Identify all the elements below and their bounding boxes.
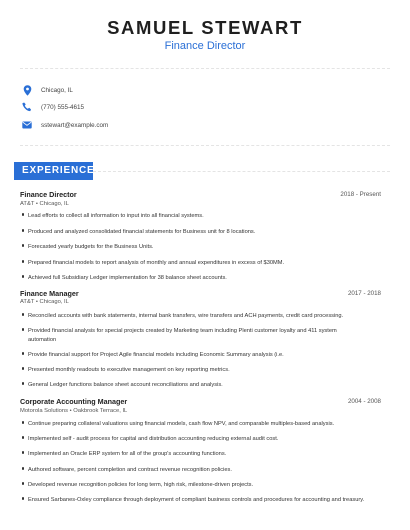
job-title: Finance Manager: [20, 289, 79, 298]
job-dates: 2018 - Present: [340, 191, 381, 198]
contact-email[interactable]: [20, 118, 108, 132]
job-bullet: Lead efforts to collect all information to input into all financial systems.: [20, 212, 365, 221]
section-divider: [93, 171, 390, 172]
job-company: AT&T • Chicago, IL: [20, 299, 69, 305]
job-bullet: Provide financial support for Project Agile financial models including Economic Summary analysis (i.e.: [20, 351, 365, 360]
job-dates: 2017 - 2018: [347, 290, 381, 297]
job-title: Finance Director: [20, 190, 77, 199]
job-bullet: Achieved full Subsidiary Ledger implementation for 38 balance sheet accounts.: [20, 274, 365, 283]
contact-email-link[interactable]: sstewart@example.com: [41, 121, 109, 129]
job-bullet: Produced and analyzed consolidated financial statements for Business unit for 8 locations.: [20, 228, 365, 237]
job-bullet: Implemented self - audit process for capital and distribution accounting reducing external audit cost.: [20, 435, 365, 444]
job-company: Motorola Solutions • Oakbrook Terrace, IL: [20, 408, 128, 414]
phone-icon: [20, 100, 34, 114]
contact-phone: [20, 100, 84, 114]
job-dates: 2004 - 2008: [347, 398, 381, 405]
contact-location-text: Chicago, IL: [41, 86, 73, 94]
contact-location: [20, 83, 73, 97]
job-bullet: Forecasted yearly budgets for the Business Units.: [20, 243, 365, 252]
candidate-name: SAMUEL STEWART: [107, 17, 303, 38]
contact-phone-text: (770) 555-4615: [41, 103, 85, 111]
job-bullet: Provided financial analysis for special projects created by Marketing team including Plenti customer loyalty and 411 system automation: [20, 327, 365, 345]
divider: [20, 68, 390, 69]
job-bullet: Prepared financial models to report analysis of monthly and annual expenditures in excess of $30MM.: [20, 259, 365, 268]
job-bullet: Presented monthly readouts to executive management on key reporting metrics.: [20, 366, 365, 375]
candidate-title: Finance Director: [164, 40, 246, 52]
divider: [20, 145, 390, 146]
job-bullet: General Ledger functions balance sheet account reconciliations and analysis.: [20, 381, 365, 390]
job-bullet: Developed revenue recognition policies for long term, high risk, milestone-driven projects.: [20, 481, 365, 490]
job-bullet: Authored software, percent completion and contract revenue recognition policies.: [20, 466, 365, 475]
job-title: Corporate Accounting Manager: [20, 397, 128, 406]
envelope-icon: [20, 118, 34, 132]
job-company: AT&T • Chicago, IL: [20, 201, 69, 207]
job-bullet: Implemented an Oracle ERP system for all of the group's accounting functions.: [20, 450, 365, 459]
location-pin-icon: [20, 83, 34, 97]
job-bullet: Continue preparing collateral valuations using financial models, cash flow NPV, and comparable multiples-based analysis.: [20, 420, 365, 429]
section-heading-experience: EXPERIENCE: [14, 162, 93, 180]
job-bullet: Reconciled accounts with bank statements, internal bank transfers, wire transfers and ACH payments, credit card processing.: [20, 312, 365, 321]
job-bullet: Ensured Sarbanes-Oxley compliance through deployment of compliant business controls and procedures for accounting and treasury.: [20, 496, 365, 505]
